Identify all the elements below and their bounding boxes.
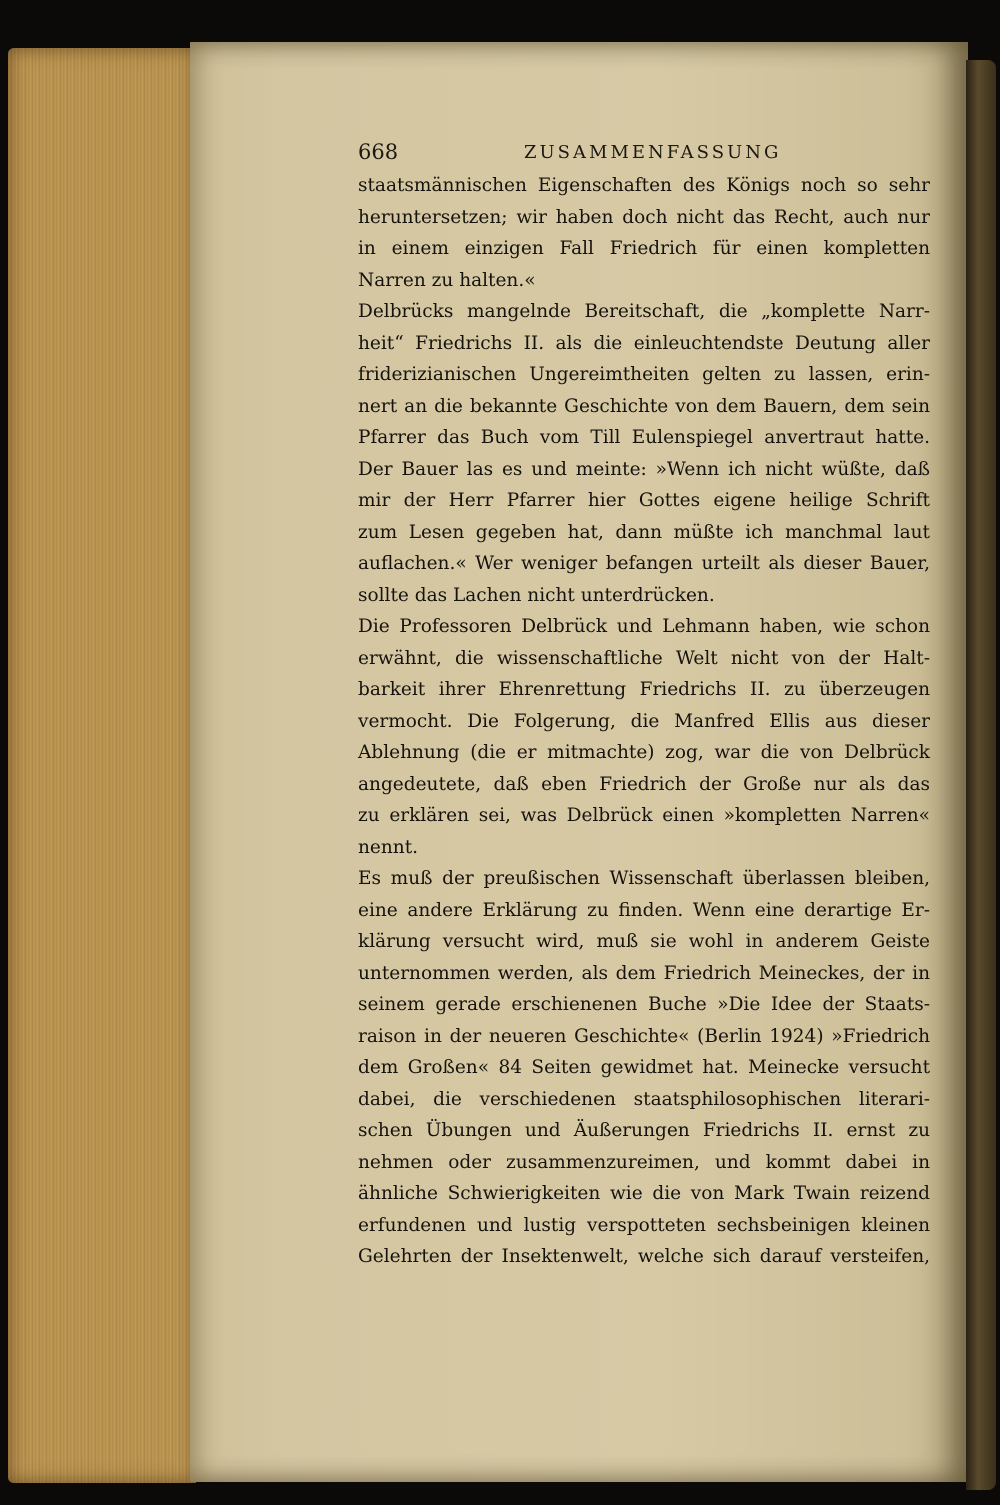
text-line: klärung versucht wird, muß sie wohl in anderem Geiste xyxy=(358,931,930,952)
page-stack-edge xyxy=(8,48,196,1483)
text-line: nennt. xyxy=(358,836,419,858)
text-line: heruntersetzen; wir haben doch nicht das Recht, auch nur xyxy=(358,206,930,228)
text-line: Pfarrer das Buch vom Till Eulenspiegel anvertraut hatte. xyxy=(358,427,930,448)
text-line: eine andere Erklärung zu finden. Wenn eine derartige Er- xyxy=(358,899,930,921)
text-line: nert an die bekannte Geschichte von dem Bauern, dem sein xyxy=(358,395,930,417)
text-line: ähnliche Schwierigkeiten wie die von Mark Twain reizend xyxy=(358,1183,930,1204)
text-line: Delbrücks mangelnde Bereitschaft, die „komplette Narr- xyxy=(358,301,930,322)
text-line: sollte das Lachen nicht unterdrücken. xyxy=(358,584,715,606)
text-line: Die Professoren Delbrück und Lehmann haben, wie schon xyxy=(358,616,930,637)
text-line: seinem gerade erschienenen Buche »Die Idee der Staats- xyxy=(358,994,930,1015)
text-line: dabei, die verschiedenen staatsphilosophischen literari- xyxy=(358,1088,930,1110)
page-number: 668 xyxy=(358,140,399,164)
text-line: Narren zu halten.« xyxy=(358,269,536,291)
text-line: Ablehnung (die er mitmachte) zog, war die von Delbrück xyxy=(358,742,930,763)
running-head: ZUSAMMENFASSUNG xyxy=(524,142,782,163)
text-line: Der Bauer las es und meinte: »Wenn ich nicht wüßte, daß xyxy=(358,458,930,480)
book-spine-shadow xyxy=(966,60,996,1490)
body-text xyxy=(358,170,930,1273)
text-line: zum Lesen gegeben hat, dann müßte ich manchmal laut xyxy=(358,521,930,543)
text-line: raison in der neueren Geschichte« (Berlin 1924) »Friedrich xyxy=(358,1025,930,1047)
text-line: schen Übungen und Äußerungen Friedrichs II. ernst zu xyxy=(358,1120,930,1141)
text-line: auflachen.« Wer weniger befangen urteilt als dieser Bauer, xyxy=(358,553,930,574)
text-line: unternommen werden, als dem Friedrich Meineckes, der in xyxy=(358,962,930,984)
text-line: vermocht. Die Folgerung, die Manfred Ellis aus dieser xyxy=(358,710,930,732)
text-line: Es muß der preußischen Wissenschaft überlassen bleiben, xyxy=(358,868,930,889)
text-line: staatsmännischen Eigenschaften des Königs noch so sehr xyxy=(358,175,930,196)
text-line: dem Großen« 84 Seiten gewidmet hat. Meinecke versucht xyxy=(358,1057,930,1078)
text-line: angedeutete, daß eben Friedrich der Große nur als das xyxy=(358,773,930,795)
text-line: barkeit ihrer Ehrenrettung Friedrichs II. zu überzeugen xyxy=(358,679,930,700)
text-line: Gelehrten der Insektenwelt, welche sich darauf versteifen, xyxy=(358,1246,930,1267)
text-line: erwähnt, die wissenschaftliche Welt nicht von der Halt- xyxy=(358,647,930,669)
text-line: erfundenen und lustig verspotteten sechsbeinigen kleinen xyxy=(358,1214,930,1236)
text-line: in einem einzigen Fall Friedrich für einen kompletten xyxy=(358,238,930,259)
page-header xyxy=(358,140,918,170)
text-line: zu erklären sei, was Delbrück einen »kompletten Narren« xyxy=(358,805,930,826)
text-line: mir der Herr Pfarrer hier Gottes eigene heilige Schrift xyxy=(358,490,930,511)
text-line: friderizianischen Ungereimtheiten gelten zu lassen, erin- xyxy=(358,364,930,385)
text-line: nehmen oder zusammenzureimen, und kommt dabei in xyxy=(358,1151,930,1173)
text-line: heit“ Friedrichs II. als die einleuchtendste Deutung aller xyxy=(358,332,930,354)
